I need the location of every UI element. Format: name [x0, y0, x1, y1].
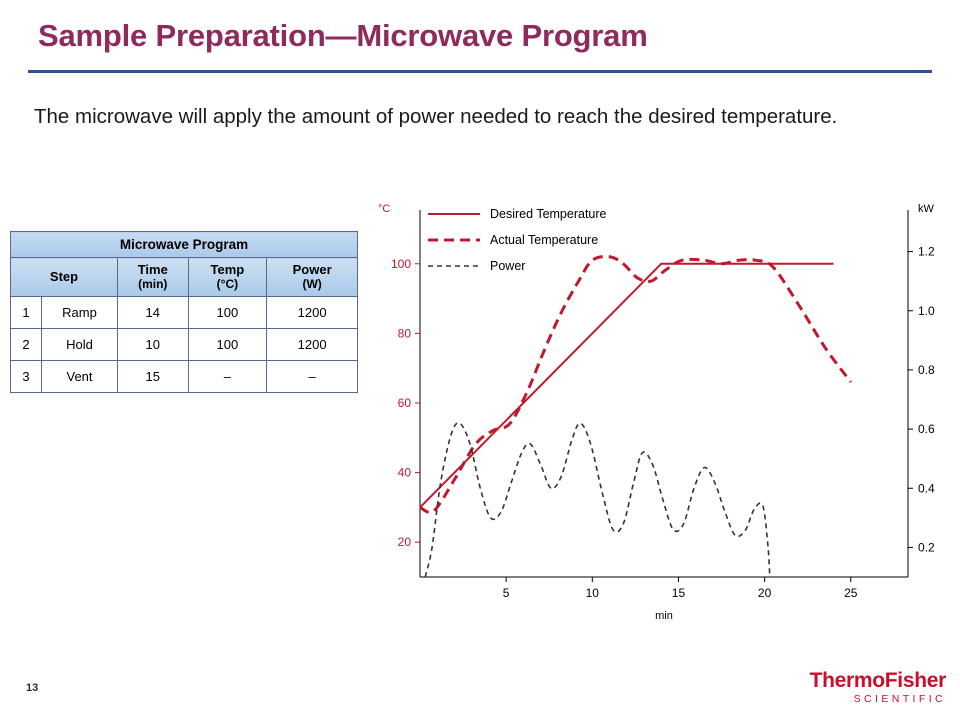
y-axis-tick-label: 60 — [397, 395, 411, 410]
x-axis-label: min — [655, 610, 673, 622]
column-header-power-unit: (W) — [302, 277, 322, 291]
microwave-program-table — [10, 231, 358, 393]
thermofisher-logo — [810, 670, 946, 705]
y2-axis-tick-label: 0.6 — [918, 422, 935, 437]
table-row — [11, 297, 358, 329]
cell-temp: 100 — [188, 329, 267, 361]
column-header-step: Step — [11, 258, 118, 297]
y-axis-tick-label: 40 — [397, 465, 411, 480]
temperature-power-chart — [368, 192, 948, 622]
legend-label-3: Power — [490, 259, 526, 273]
y2-axis-unit-label: kW — [918, 203, 934, 215]
chart-svg — [368, 192, 948, 622]
cell-temp: 100 — [188, 297, 267, 329]
cell-power: 1200 — [267, 297, 358, 329]
x-axis-tick-label: 10 — [585, 586, 599, 600]
cell-temp: – — [188, 361, 267, 393]
cell-time: 15 — [118, 361, 189, 393]
cell-step-name: Ramp — [42, 297, 118, 329]
cell-time: 10 — [118, 329, 189, 361]
column-header-temp — [188, 258, 267, 297]
x-axis-tick-label: 20 — [757, 586, 772, 600]
legend-label-2: Actual Temperature — [490, 233, 599, 247]
logo-primary-text: ThermoFisher — [809, 668, 946, 692]
column-header-power-label: Power — [292, 262, 332, 277]
y-axis-tick-label: 20 — [397, 535, 411, 550]
title-divider — [28, 70, 932, 73]
page-title: Sample Preparation—Microwave Program — [38, 18, 648, 53]
y2-axis-tick-label: 1.2 — [918, 244, 935, 259]
column-header-power — [267, 258, 358, 297]
cell-step-num: 1 — [11, 297, 42, 329]
y-axis-tick-label: 80 — [397, 326, 411, 341]
column-header-time-unit: (min) — [138, 277, 168, 291]
table-row — [11, 361, 358, 393]
table-caption-row — [11, 232, 358, 258]
y-axis-tick-label: 100 — [390, 256, 411, 271]
column-header-time — [118, 258, 189, 297]
y2-axis-tick-label: 1.0 — [918, 303, 935, 318]
cell-power: – — [267, 361, 358, 393]
column-header-temp-unit: (°C) — [216, 277, 239, 291]
cell-step-num: 3 — [11, 361, 42, 393]
column-header-time-label: Time — [137, 262, 168, 277]
legend-label-1: Desired Temperature — [490, 207, 607, 221]
cell-time: 14 — [118, 297, 189, 329]
series-desired-temperature — [420, 264, 834, 508]
table-row — [11, 329, 358, 361]
x-axis-tick-label: 5 — [502, 586, 510, 600]
y-axis-unit-label: °C — [378, 203, 391, 215]
y2-axis-tick-label: 0.2 — [918, 540, 935, 555]
y2-axis-tick-label: 0.4 — [918, 481, 935, 496]
x-axis-tick-label: 15 — [671, 586, 686, 600]
logo-secondary-text: SCIENTIFIC — [853, 692, 946, 705]
column-header-temp-label: Temp — [210, 262, 245, 277]
subtitle-text: The microwave will apply the amount of power needed to reach the desired temperature. — [34, 105, 838, 128]
x-axis-tick-label: 25 — [844, 586, 858, 600]
y2-axis-tick-label: 0.8 — [918, 362, 935, 377]
table-header-row — [11, 258, 358, 297]
cell-step-name: Vent — [42, 361, 118, 393]
table-caption: Microwave Program — [11, 232, 358, 258]
series-power — [425, 423, 770, 577]
page-number: 13 — [26, 682, 39, 694]
cell-step-num: 2 — [11, 329, 42, 361]
cell-step-name: Hold — [42, 329, 118, 361]
series-actual-temperature — [420, 257, 851, 513]
cell-power: 1200 — [267, 329, 358, 361]
